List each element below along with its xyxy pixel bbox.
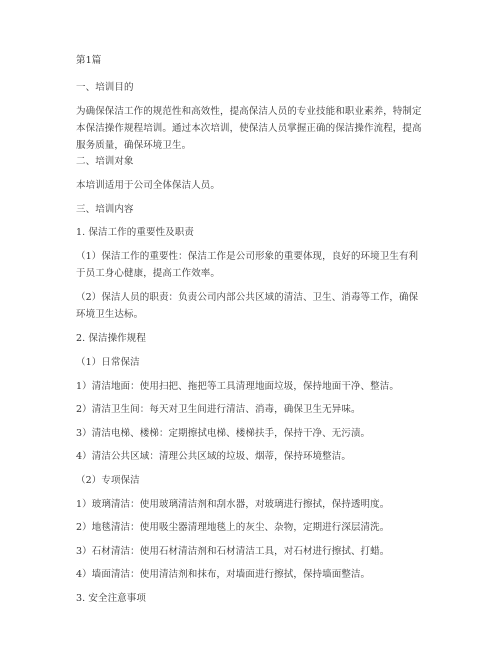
- part-title: 第1篇: [76, 55, 102, 66]
- item-1-paragraph-1-line: （1）保洁工作的重要性：保洁工作是公司形象的重要体现，良好的环境卫生有利: [76, 251, 419, 262]
- section-1-body-line: 服务质量，确保环境卫生。: [76, 140, 192, 151]
- section-2-body: 本培训适用于公司全体保洁人员。: [76, 180, 221, 191]
- item-1-paragraph-2-line: （2）保洁人员的职责：负责公司内部公共区域的清洁、卫生、消毒等工作，确保: [76, 292, 419, 303]
- daily-cleaning-heading: （1）日常保洁: [76, 357, 140, 368]
- daily-cleaning-item: 3）清洁电梯、楼梯：定期擦拭电梯、楼梯扶手，保持干净、无污渍。: [76, 428, 371, 439]
- section-2-heading: 二、培训对象: [76, 156, 134, 167]
- item-1-heading: 1. 保洁工作的重要性及职责: [76, 227, 194, 238]
- item-3-heading: 3. 安全注意事项: [76, 593, 146, 604]
- special-cleaning-item: 1）玻璃清洁：使用玻璃清洁剂和刮水器，对玻璃进行擦拭，保持透明度。: [76, 499, 390, 510]
- section-1-body-line: 本保洁操作规程培训。通过本次培训，使保洁人员掌握正确的保洁操作流程，提高: [76, 123, 422, 134]
- section-1-body-line: 为确保保洁工作的规范性和高效性，提高保洁人员的专业技能和职业素养，特制定: [76, 106, 422, 117]
- item-1-paragraph-2-line: 环境卫生达标。: [76, 309, 144, 320]
- daily-cleaning-item: 2）清洁卫生间：每天对卫生间进行清洁、消毒，确保卫生无异味。: [76, 404, 361, 415]
- item-1-paragraph-1-line: 于员工身心健康，提高工作效率。: [76, 268, 221, 279]
- item-2-heading: 2. 保洁操作规程: [76, 333, 146, 344]
- daily-cleaning-item: 4）清洁公共区域：清理公共区域的垃圾、烟蒂，保持环境整洁。: [76, 451, 351, 462]
- daily-cleaning-item: 1）清洁地面：使用扫把、拖把等工具清理地面垃圾，保持地面干净、整洁。: [76, 381, 399, 392]
- special-cleaning-item: 4）墙面清洁：使用清洁剂和抹布，对墙面进行擦拭，保持墙面整洁。: [76, 569, 371, 580]
- section-1-heading: 一、培训目的: [76, 82, 134, 93]
- special-cleaning-heading: （2）专项保洁: [76, 475, 140, 486]
- section-3-heading: 三、培训内容: [76, 204, 134, 215]
- special-cleaning-item: 3）石材清洁：使用石材清洁剂和石材清洁工具，对石材进行擦拭、打蜡。: [76, 546, 390, 557]
- special-cleaning-item: 2）地毯清洁：使用吸尘器清理地毯上的灰尘、杂物，定期进行深层清洗。: [76, 522, 390, 533]
